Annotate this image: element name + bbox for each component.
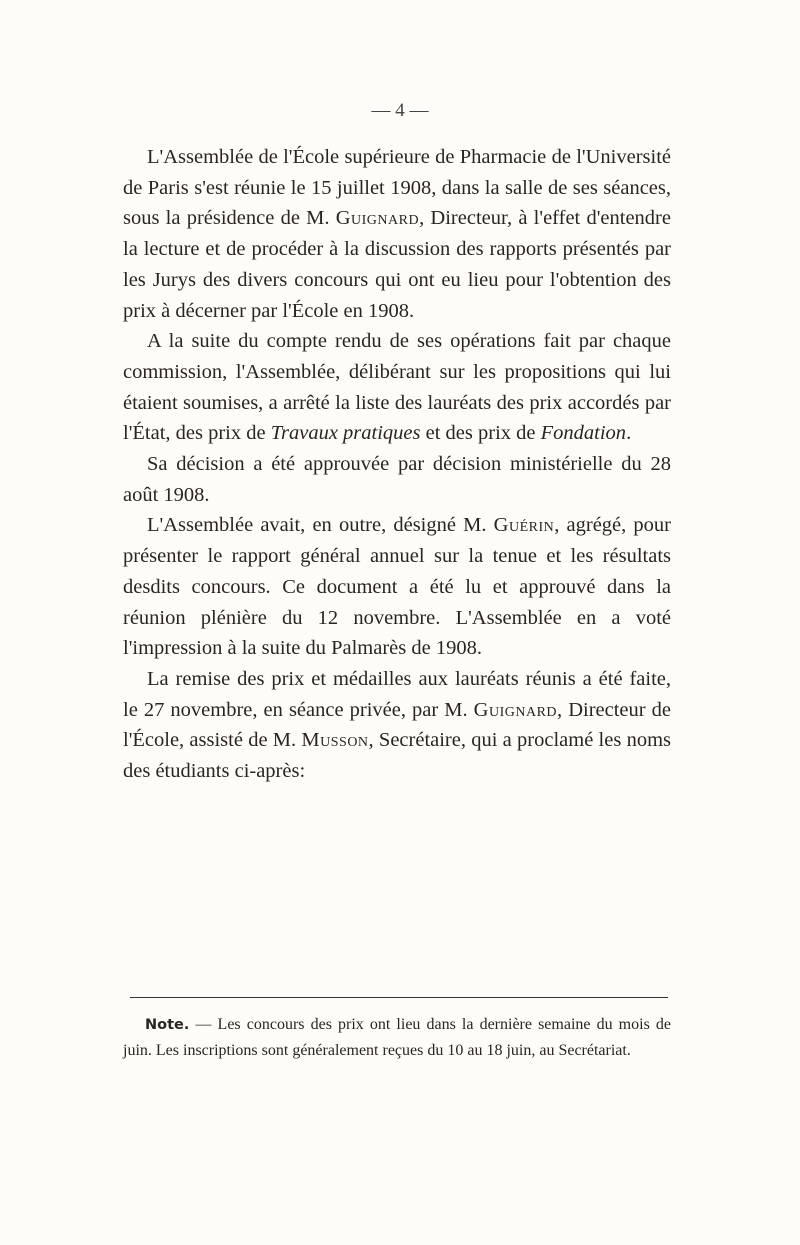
paragraph-5: La remise des prix et médailles aux lauréats réunis a été faite, le 27 novembre, en séance privée, par M. Guignard, Directeur de l'École, assisté de M. Musson, Secrétaire, qui a proclamé les noms des étudiants ci-après: [123,667,671,783]
paragraph-2: A la suite du compte rendu de ses opérations fait par chaque commission, l'Assemblée, délibérant sur les propositions qui lui étaient soumises, a arrêté la liste des lauréats des prix accordés par l'État, des prix de Travaux pratiques et des prix de Fondation. [123,330,671,445]
note-text: — Les concours des prix ont lieu dans la dernière semaine du mois de juin. Les inscriptions sont généralement reçues du 10 au 18 juin, au Secrétariat. [123,1016,671,1059]
note-label: Note. [145,1017,190,1033]
person-name: Guignard [473,698,558,721]
person-name: Guignard [335,207,420,230]
italic-term: Travaux pratiques [270,422,421,445]
main-text [123,142,671,787]
footnote [123,1012,671,1063]
footnote-divider [130,997,668,998]
paragraph-1: L'Assemblée de l'École supérieure de Pharmacie de l'Université de Paris s'est réunie le 15 juillet 1908, dans la salle de ses séances, sous la présidence de M. Guignard, Directeur, à l'effet d'entendre la lecture et de procéder à la discussion des rapports présentés par les Jurys des divers concours qui ont eu lieu pour l'obtention des prix à décerner par l'École en 1908. [123,146,671,322]
italic-term: Fondation [540,422,627,445]
person-name: Musson [301,729,369,752]
page-number: — 4 — [371,100,429,121]
paragraph-3: Sa décision a été approuvée par décision ministérielle du 28 août 1908. [123,453,671,506]
paragraph-4: L'Assemblée avait, en outre, désigné M. Guérin, agrégé, pour présenter le rapport général annuel sur la tenue et les résultats desdits concours. Ce document a été lu et approuvé dans la réunion plénière du 12 novembre. L'Assemblée en a voté l'impression à la suite du Palmarès de 1908. [123,514,672,660]
person-name: Guérin [493,514,555,537]
